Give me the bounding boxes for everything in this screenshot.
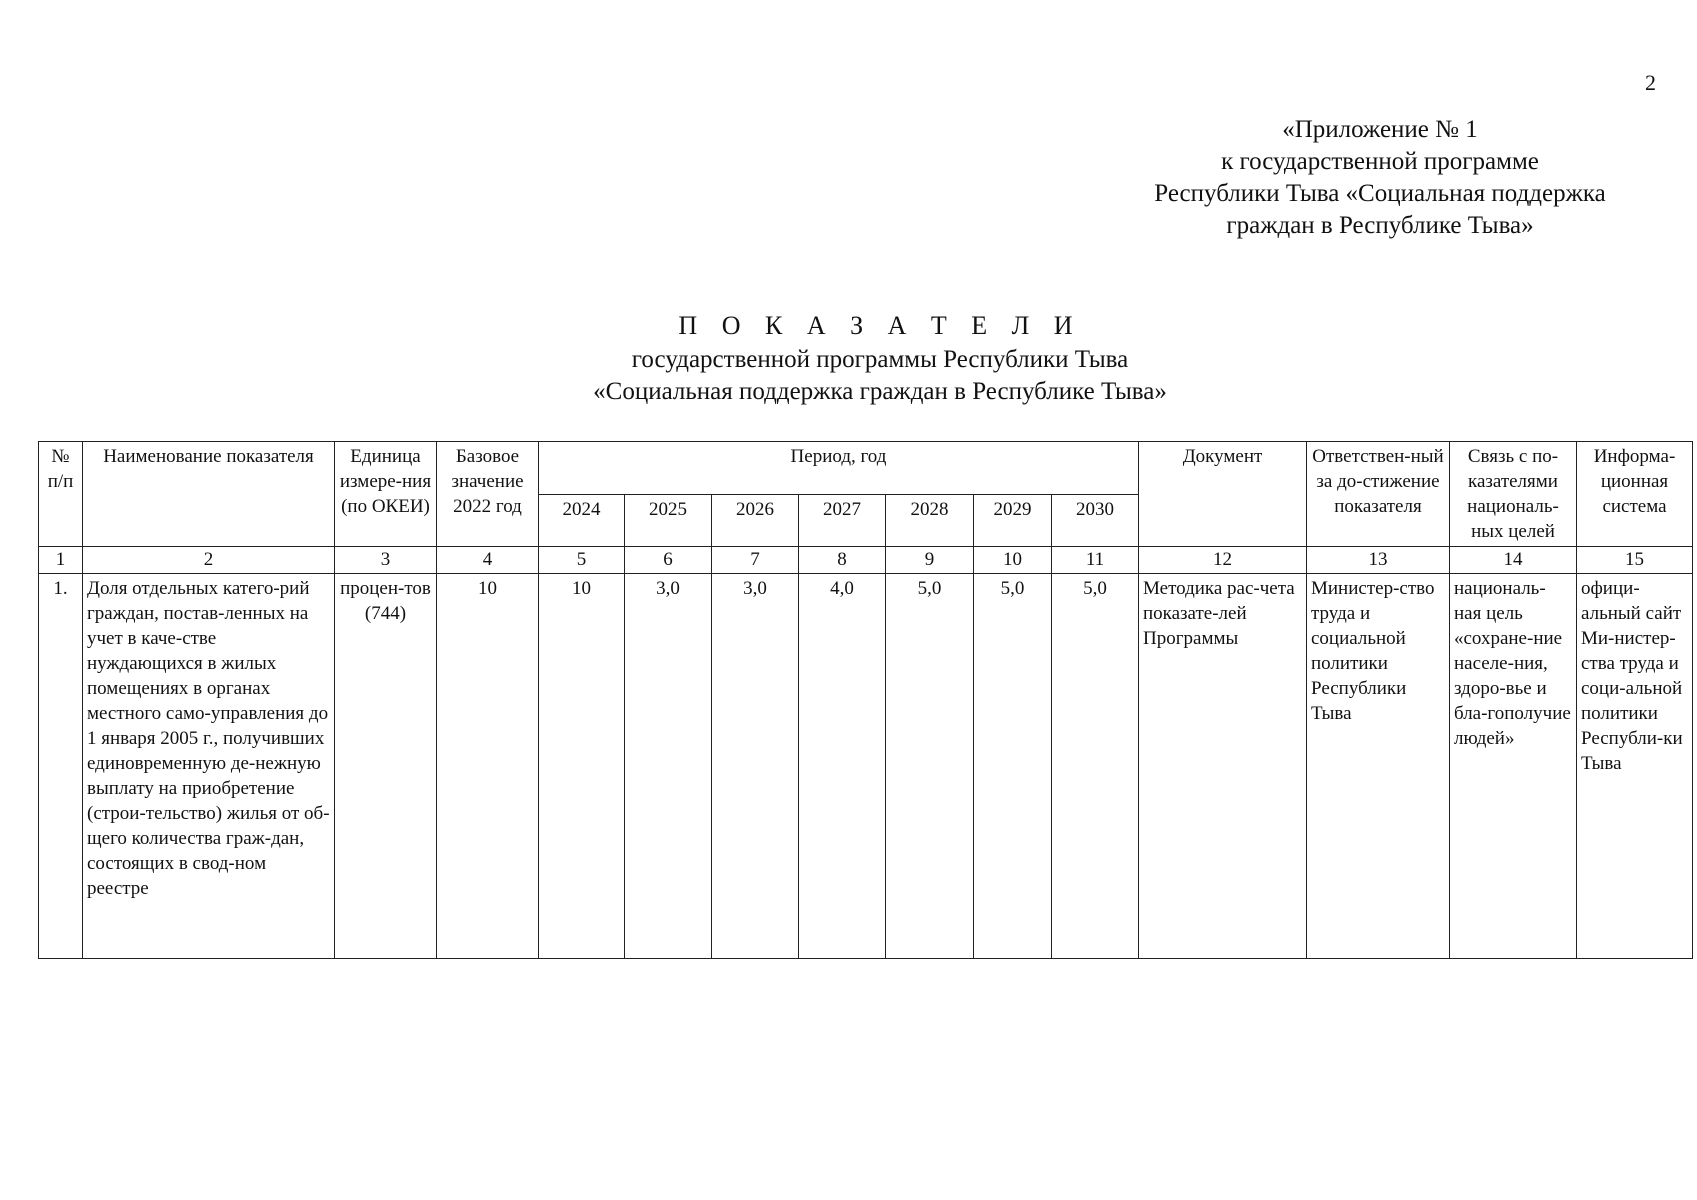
- header-year: 2025: [625, 494, 712, 547]
- header-year: 2026: [712, 494, 799, 547]
- column-number: 8: [799, 547, 886, 574]
- document-title: П О К А З А Т Е Л И: [678, 311, 1082, 340]
- column-number: 4: [437, 547, 539, 574]
- column-number: 15: [1577, 547, 1693, 574]
- indicator-unit: процен-тов (744): [335, 574, 437, 959]
- indicator-name: Доля отдельных катего-рий граждан, постав-ленных на учет в каче-стве нуждающихся в жилых помещениях в органах местного само-управления до 1 января 2005 г., получивших единовременную де-нежную выплату на приобретение (строи-тельство) жилья от об-щего количества граж-дан, состоящих в свод-ном реестре: [83, 574, 335, 959]
- column-number: 6: [625, 547, 712, 574]
- header-responsible: Ответствен-ный за до-стижение показателя: [1307, 442, 1450, 547]
- indicator-value-2027: 4,0: [799, 574, 886, 959]
- column-number: 1: [39, 547, 83, 574]
- table-row: [39, 574, 1693, 959]
- appendix-note: [1100, 114, 1660, 242]
- header-num: № п/п: [39, 442, 83, 547]
- column-number: 7: [712, 547, 799, 574]
- document-heading: [380, 308, 1380, 408]
- appendix-line-2: к государственной программе: [1221, 148, 1539, 175]
- column-number: 13: [1307, 547, 1450, 574]
- indicator-value-2028: 5,0: [886, 574, 974, 959]
- column-number: 12: [1139, 547, 1307, 574]
- page-number: 2: [1645, 70, 1656, 95]
- indicator-responsible: Министер-ство труда и социальной политики Республики Тыва: [1307, 574, 1450, 959]
- column-number: 10: [974, 547, 1052, 574]
- header-year: 2024: [539, 494, 625, 547]
- header-base: Базовое значение 2022 год: [437, 442, 539, 547]
- indicator-value-2030: 5,0: [1052, 574, 1139, 959]
- indicator-information-system: офици-альный сайт Ми-нистер-ства труда и соци-альной политики Республи-ки Тыва: [1577, 574, 1693, 959]
- appendix-line-3: Республики Тыва «Социальная поддержка: [1154, 180, 1606, 207]
- document-subtitle-1: государственной программы Республики Тыва: [631, 346, 1129, 373]
- header-name: Наименование показателя: [83, 442, 335, 547]
- column-number: 3: [335, 547, 437, 574]
- indicator-document: Методика рас-чета показате-лей Программы: [1139, 574, 1307, 959]
- header-year: 2029: [974, 494, 1052, 547]
- column-number: 9: [886, 547, 974, 574]
- document-subtitle-2: «Социальная поддержка граждан в Республике Тыва»: [593, 378, 1167, 405]
- header-document: Документ: [1139, 442, 1307, 547]
- indicator-base-value: 10: [437, 574, 539, 959]
- column-number: 2: [83, 547, 335, 574]
- indicator-national-goal-link: националь-ная цель «сохране-ние населе-ния, здоро-вье и бла-гополучие людей»: [1450, 574, 1577, 959]
- appendix-line-4: граждан в Республике Тыва»: [1226, 212, 1534, 239]
- header-unit: Единица измере-ния (по ОКЕИ): [335, 442, 437, 547]
- indicator-value-2024: 10: [539, 574, 625, 959]
- column-number-row: [39, 547, 1693, 574]
- appendix-line-1: «Приложение № 1: [1282, 116, 1478, 143]
- indicator-value-2025: 3,0: [625, 574, 712, 959]
- indicator-value-2026: 3,0: [712, 574, 799, 959]
- row-num: 1.: [39, 574, 83, 959]
- indicator-value-2029: 5,0: [974, 574, 1052, 959]
- header-system: Информа-ционная система: [1577, 442, 1693, 547]
- table-header-row: [39, 442, 1693, 495]
- column-number: 14: [1450, 547, 1577, 574]
- header-link: Связь с по-казателями националь-ных целей: [1450, 442, 1577, 547]
- header-year: 2028: [886, 494, 974, 547]
- column-number: 5: [539, 547, 625, 574]
- header-year: 2030: [1052, 494, 1139, 547]
- header-year: 2027: [799, 494, 886, 547]
- header-period: Период, год: [539, 442, 1139, 495]
- column-number: 11: [1052, 547, 1139, 574]
- indicators-table: [38, 441, 1693, 959]
